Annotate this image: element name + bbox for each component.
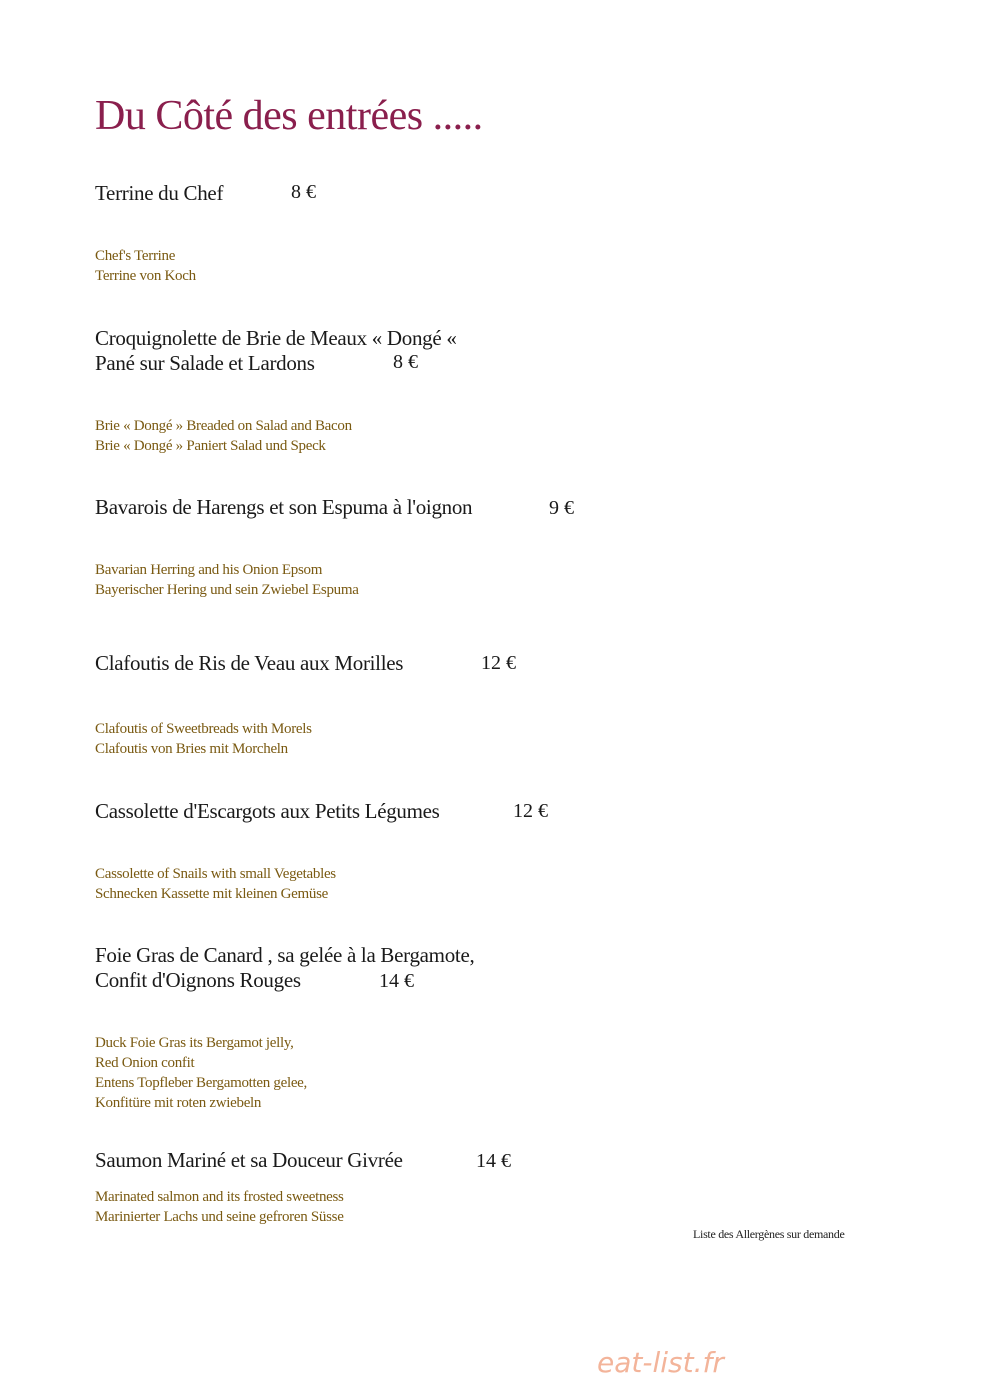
dish-name (95, 495, 472, 520)
dish-name-line: Foie Gras de Canard , sa gelée à la Bergamote, (95, 943, 475, 967)
dish-name (95, 1148, 403, 1173)
dish-name-line: Pané sur Salade et Lardons (95, 351, 315, 375)
translation-line: Red Onion confit (95, 1055, 195, 1071)
translation-line: Terrine von Koch (95, 268, 196, 284)
dish-name-line: Saumon Mariné et sa Douceur Givrée (95, 1148, 403, 1172)
dish-translations (95, 1033, 307, 1113)
translation-line: Bavarian Herring and his Onion Epsom (95, 562, 323, 578)
dish-price: 9 € (549, 497, 574, 519)
dish-name-line: Croquignolette de Brie de Meaux « Dongé « (95, 326, 457, 350)
dish-name (95, 651, 403, 676)
translation-line: Marinated salmon and its frosted sweetness (95, 1189, 344, 1205)
dish-price: 12 € (513, 800, 548, 822)
translation-line: Bayerischer Hering und sein Zwiebel Espuma (95, 582, 359, 598)
dish-translations (95, 1187, 344, 1227)
translation-line: Brie « Dongé » Breaded on Salad and Bacon (95, 418, 352, 434)
dish-translations (95, 864, 336, 904)
dish-translations (95, 416, 352, 456)
dish-name (95, 943, 474, 993)
translation-line: Marinierter Lachs und seine gefroren Süsse (95, 1209, 344, 1225)
translation-line: Chef's Terrine (95, 248, 176, 264)
dish-name-line: Cassolette d'Escargots aux Petits Légumes (95, 799, 440, 823)
allergen-note: Liste des Allergènes sur demande (693, 1227, 845, 1241)
dish-translations (95, 719, 312, 759)
dish-price: 8 € (393, 351, 418, 373)
dish-name-line: Confit d'Oignons Rouges (95, 968, 301, 992)
dish-price: 14 € (379, 970, 414, 992)
dish-price: 14 € (476, 1150, 511, 1172)
translation-line: Schnecken Kassette mit kleinen Gemüse (95, 886, 328, 902)
translation-line: Konfitüre mit roten zwiebeln (95, 1095, 262, 1111)
dish-price: 12 € (481, 652, 516, 674)
page-title: Du Côté des entrées ..... (95, 93, 483, 139)
dish-name (95, 799, 440, 824)
translation-line: Clafoutis von Bries mit Morcheln (95, 741, 288, 757)
dish-name (95, 181, 223, 206)
watermark: eat-list.fr (597, 1346, 724, 1379)
dish-translations (95, 560, 359, 600)
translation-line: Entens Topfleber Bergamotten gelee, (95, 1075, 307, 1091)
dish-translations (95, 246, 196, 286)
dish-name-line: Terrine du Chef (95, 181, 224, 205)
dish-name-line: Bavarois de Harengs et son Espuma à l'oignon (95, 495, 473, 519)
translation-line: Brie « Dongé » Paniert Salad und Speck (95, 438, 326, 454)
translation-line: Cassolette of Snails with small Vegetables (95, 866, 336, 882)
translation-line: Clafoutis of Sweetbreads with Morels (95, 721, 312, 737)
dish-name-line: Clafoutis de Ris de Veau aux Morilles (95, 651, 404, 675)
dish-price: 8 € (291, 181, 316, 203)
translation-line: Duck Foie Gras its Bergamot jelly, (95, 1035, 294, 1051)
